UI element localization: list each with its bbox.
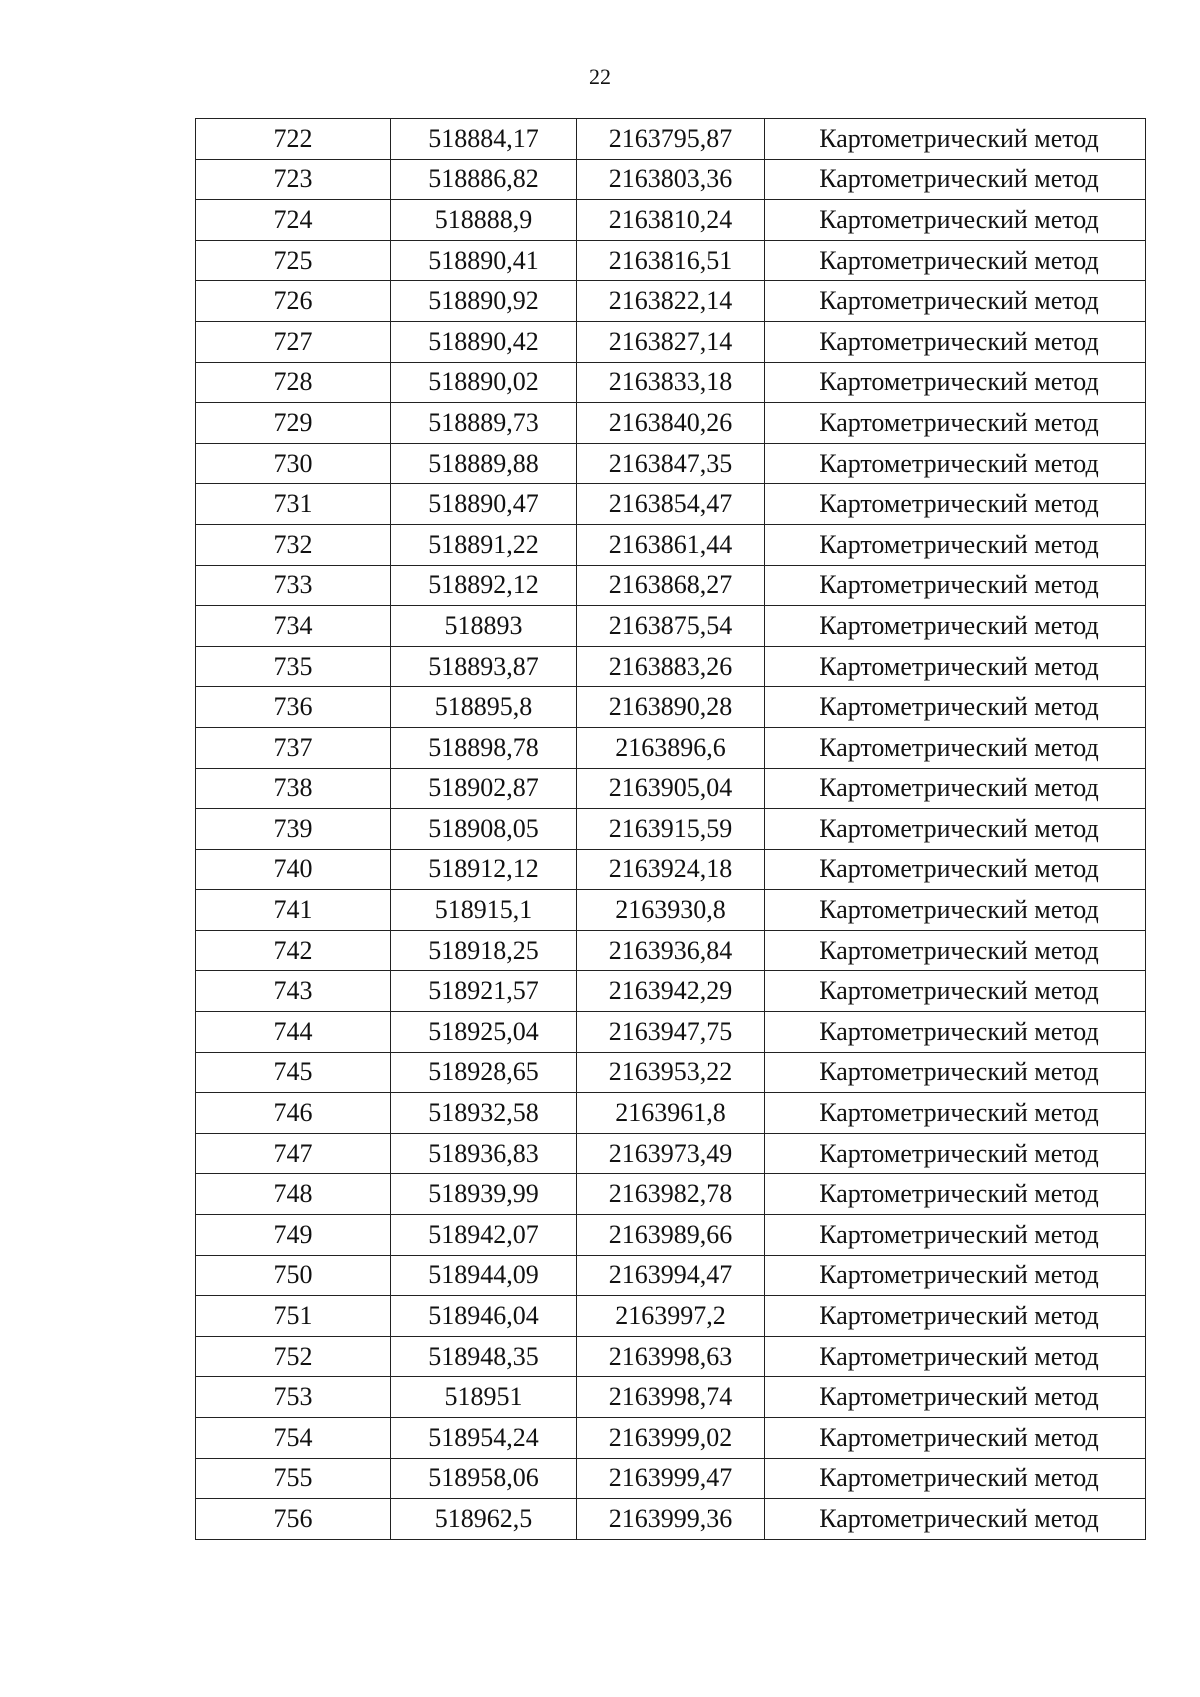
point-number-cell: 742 bbox=[196, 930, 391, 971]
point-number-cell: 754 bbox=[196, 1418, 391, 1459]
method-cell: Картометрический метод bbox=[765, 240, 1146, 281]
table-row bbox=[196, 362, 1146, 403]
y-coordinate-cell: 2163847,35 bbox=[577, 443, 765, 484]
table-row bbox=[196, 687, 1146, 728]
point-number-cell: 734 bbox=[196, 606, 391, 647]
table-row bbox=[196, 240, 1146, 281]
table-row bbox=[196, 119, 1146, 160]
x-coordinate-cell: 518951 bbox=[391, 1377, 577, 1418]
x-coordinate-cell: 518891,22 bbox=[391, 524, 577, 565]
point-number-cell: 744 bbox=[196, 1012, 391, 1053]
y-coordinate-cell: 2163961,8 bbox=[577, 1093, 765, 1134]
y-coordinate-cell: 2163947,75 bbox=[577, 1012, 765, 1053]
table-row bbox=[196, 403, 1146, 444]
method-cell: Картометрический метод bbox=[765, 1418, 1146, 1459]
table-row bbox=[196, 768, 1146, 809]
method-cell: Картометрический метод bbox=[765, 1499, 1146, 1540]
table-row bbox=[196, 971, 1146, 1012]
y-coordinate-cell: 2163998,63 bbox=[577, 1336, 765, 1377]
y-coordinate-cell: 2163854,47 bbox=[577, 484, 765, 525]
y-coordinate-cell: 2163803,36 bbox=[577, 159, 765, 200]
x-coordinate-cell: 518886,82 bbox=[391, 159, 577, 200]
x-coordinate-cell: 518936,83 bbox=[391, 1133, 577, 1174]
x-coordinate-cell: 518884,17 bbox=[391, 119, 577, 160]
x-coordinate-cell: 518892,12 bbox=[391, 565, 577, 606]
y-coordinate-cell: 2163942,29 bbox=[577, 971, 765, 1012]
method-cell: Картометрический метод bbox=[765, 321, 1146, 362]
table-row bbox=[196, 1012, 1146, 1053]
y-coordinate-cell: 2163973,49 bbox=[577, 1133, 765, 1174]
y-coordinate-cell: 2163890,28 bbox=[577, 687, 765, 728]
method-cell: Картометрический метод bbox=[765, 971, 1146, 1012]
point-number-cell: 729 bbox=[196, 403, 391, 444]
point-number-cell: 731 bbox=[196, 484, 391, 525]
point-number-cell: 730 bbox=[196, 443, 391, 484]
x-coordinate-cell: 518888,9 bbox=[391, 200, 577, 241]
table-row bbox=[196, 890, 1146, 931]
y-coordinate-cell: 2163827,14 bbox=[577, 321, 765, 362]
point-number-cell: 740 bbox=[196, 849, 391, 890]
table-row bbox=[196, 1458, 1146, 1499]
y-coordinate-cell: 2163816,51 bbox=[577, 240, 765, 281]
method-cell: Картометрический метод bbox=[765, 1336, 1146, 1377]
x-coordinate-cell: 518962,5 bbox=[391, 1499, 577, 1540]
y-coordinate-cell: 2163924,18 bbox=[577, 849, 765, 890]
point-number-cell: 728 bbox=[196, 362, 391, 403]
method-cell: Картометрический метод bbox=[765, 1133, 1146, 1174]
y-coordinate-cell: 2163997,2 bbox=[577, 1296, 765, 1337]
x-coordinate-cell: 518890,41 bbox=[391, 240, 577, 281]
y-coordinate-cell: 2163875,54 bbox=[577, 606, 765, 647]
y-coordinate-cell: 2163915,59 bbox=[577, 809, 765, 850]
x-coordinate-cell: 518944,09 bbox=[391, 1255, 577, 1296]
method-cell: Картометрический метод bbox=[765, 606, 1146, 647]
x-coordinate-cell: 518918,25 bbox=[391, 930, 577, 971]
method-cell: Картометрический метод bbox=[765, 524, 1146, 565]
coordinates-table-body bbox=[196, 119, 1146, 1540]
y-coordinate-cell: 2163953,22 bbox=[577, 1052, 765, 1093]
y-coordinate-cell: 2163994,47 bbox=[577, 1255, 765, 1296]
x-coordinate-cell: 518921,57 bbox=[391, 971, 577, 1012]
table-row bbox=[196, 1255, 1146, 1296]
table-row bbox=[196, 1215, 1146, 1256]
x-coordinate-cell: 518948,35 bbox=[391, 1336, 577, 1377]
method-cell: Картометрический метод bbox=[765, 1052, 1146, 1093]
method-cell: Картометрический метод bbox=[765, 484, 1146, 525]
x-coordinate-cell: 518893,87 bbox=[391, 646, 577, 687]
method-cell: Картометрический метод bbox=[765, 403, 1146, 444]
point-number-cell: 724 bbox=[196, 200, 391, 241]
method-cell: Картометрический метод bbox=[765, 890, 1146, 931]
x-coordinate-cell: 518902,87 bbox=[391, 768, 577, 809]
method-cell: Картометрический метод bbox=[765, 1255, 1146, 1296]
x-coordinate-cell: 518928,65 bbox=[391, 1052, 577, 1093]
method-cell: Картометрический метод bbox=[765, 687, 1146, 728]
point-number-cell: 732 bbox=[196, 524, 391, 565]
point-number-cell: 756 bbox=[196, 1499, 391, 1540]
method-cell: Картометрический метод bbox=[765, 362, 1146, 403]
table-row bbox=[196, 606, 1146, 647]
method-cell: Картометрический метод bbox=[765, 1458, 1146, 1499]
x-coordinate-cell: 518890,42 bbox=[391, 321, 577, 362]
y-coordinate-cell: 2163905,04 bbox=[577, 768, 765, 809]
point-number-cell: 753 bbox=[196, 1377, 391, 1418]
point-number-cell: 748 bbox=[196, 1174, 391, 1215]
method-cell: Картометрический метод bbox=[765, 200, 1146, 241]
y-coordinate-cell: 2163999,36 bbox=[577, 1499, 765, 1540]
page-number: 22 bbox=[589, 64, 611, 89]
point-number-cell: 737 bbox=[196, 727, 391, 768]
table-row bbox=[196, 565, 1146, 606]
x-coordinate-cell: 518939,99 bbox=[391, 1174, 577, 1215]
method-cell: Картометрический метод bbox=[765, 768, 1146, 809]
method-cell: Картометрический метод bbox=[765, 1012, 1146, 1053]
table-row bbox=[196, 809, 1146, 850]
table-row bbox=[196, 1418, 1146, 1459]
y-coordinate-cell: 2163833,18 bbox=[577, 362, 765, 403]
x-coordinate-cell: 518942,07 bbox=[391, 1215, 577, 1256]
table-row bbox=[196, 1499, 1146, 1540]
point-number-cell: 725 bbox=[196, 240, 391, 281]
y-coordinate-cell: 2163822,14 bbox=[577, 281, 765, 322]
table-row bbox=[196, 524, 1146, 565]
y-coordinate-cell: 2163868,27 bbox=[577, 565, 765, 606]
method-cell: Картометрический метод bbox=[765, 281, 1146, 322]
x-coordinate-cell: 518895,8 bbox=[391, 687, 577, 728]
x-coordinate-cell: 518954,24 bbox=[391, 1418, 577, 1459]
point-number-cell: 746 bbox=[196, 1093, 391, 1134]
method-cell: Картометрический метод bbox=[765, 1377, 1146, 1418]
method-cell: Картометрический метод bbox=[765, 159, 1146, 200]
x-coordinate-cell: 518890,92 bbox=[391, 281, 577, 322]
method-cell: Картометрический метод bbox=[765, 809, 1146, 850]
point-number-cell: 752 bbox=[196, 1336, 391, 1377]
point-number-cell: 743 bbox=[196, 971, 391, 1012]
table-row bbox=[196, 281, 1146, 322]
method-cell: Картометрический метод bbox=[765, 1296, 1146, 1337]
table-row bbox=[196, 1093, 1146, 1134]
x-coordinate-cell: 518946,04 bbox=[391, 1296, 577, 1337]
y-coordinate-cell: 2163982,78 bbox=[577, 1174, 765, 1215]
point-number-cell: 741 bbox=[196, 890, 391, 931]
coordinates-table-container bbox=[195, 118, 1145, 1540]
point-number-cell: 750 bbox=[196, 1255, 391, 1296]
point-number-cell: 745 bbox=[196, 1052, 391, 1093]
table-row bbox=[196, 1377, 1146, 1418]
y-coordinate-cell: 2163999,02 bbox=[577, 1418, 765, 1459]
table-row bbox=[196, 1133, 1146, 1174]
x-coordinate-cell: 518958,06 bbox=[391, 1458, 577, 1499]
y-coordinate-cell: 2163998,74 bbox=[577, 1377, 765, 1418]
table-row bbox=[196, 646, 1146, 687]
y-coordinate-cell: 2163795,87 bbox=[577, 119, 765, 160]
y-coordinate-cell: 2163861,44 bbox=[577, 524, 765, 565]
table-row bbox=[196, 443, 1146, 484]
y-coordinate-cell: 2163936,84 bbox=[577, 930, 765, 971]
point-number-cell: 755 bbox=[196, 1458, 391, 1499]
y-coordinate-cell: 2163840,26 bbox=[577, 403, 765, 444]
x-coordinate-cell: 518915,1 bbox=[391, 890, 577, 931]
method-cell: Картометрический метод bbox=[765, 443, 1146, 484]
point-number-cell: 723 bbox=[196, 159, 391, 200]
table-row bbox=[196, 484, 1146, 525]
table-row bbox=[196, 321, 1146, 362]
x-coordinate-cell: 518890,47 bbox=[391, 484, 577, 525]
x-coordinate-cell: 518908,05 bbox=[391, 809, 577, 850]
method-cell: Картометрический метод bbox=[765, 1174, 1146, 1215]
point-number-cell: 749 bbox=[196, 1215, 391, 1256]
y-coordinate-cell: 2163810,24 bbox=[577, 200, 765, 241]
method-cell: Картометрический метод bbox=[765, 646, 1146, 687]
y-coordinate-cell: 2163930,8 bbox=[577, 890, 765, 931]
method-cell: Картометрический метод bbox=[765, 930, 1146, 971]
method-cell: Картометрический метод bbox=[765, 119, 1146, 160]
point-number-cell: 722 bbox=[196, 119, 391, 160]
method-cell: Картометрический метод bbox=[765, 565, 1146, 606]
point-number-cell: 739 bbox=[196, 809, 391, 850]
point-number-cell: 751 bbox=[196, 1296, 391, 1337]
x-coordinate-cell: 518932,58 bbox=[391, 1093, 577, 1134]
y-coordinate-cell: 2163989,66 bbox=[577, 1215, 765, 1256]
point-number-cell: 736 bbox=[196, 687, 391, 728]
method-cell: Картометрический метод bbox=[765, 1215, 1146, 1256]
table-row bbox=[196, 727, 1146, 768]
point-number-cell: 733 bbox=[196, 565, 391, 606]
y-coordinate-cell: 2163896,6 bbox=[577, 727, 765, 768]
table-row bbox=[196, 1174, 1146, 1215]
x-coordinate-cell: 518893 bbox=[391, 606, 577, 647]
x-coordinate-cell: 518925,04 bbox=[391, 1012, 577, 1053]
method-cell: Картометрический метод bbox=[765, 1093, 1146, 1134]
table-row bbox=[196, 1052, 1146, 1093]
point-number-cell: 727 bbox=[196, 321, 391, 362]
point-number-cell: 726 bbox=[196, 281, 391, 322]
method-cell: Картометрический метод bbox=[765, 849, 1146, 890]
point-number-cell: 735 bbox=[196, 646, 391, 687]
point-number-cell: 738 bbox=[196, 768, 391, 809]
table-row bbox=[196, 1296, 1146, 1337]
table-row bbox=[196, 1336, 1146, 1377]
x-coordinate-cell: 518889,88 bbox=[391, 443, 577, 484]
coordinates-table bbox=[195, 118, 1146, 1540]
x-coordinate-cell: 518898,78 bbox=[391, 727, 577, 768]
point-number-cell: 747 bbox=[196, 1133, 391, 1174]
x-coordinate-cell: 518912,12 bbox=[391, 849, 577, 890]
x-coordinate-cell: 518890,02 bbox=[391, 362, 577, 403]
table-row bbox=[196, 849, 1146, 890]
x-coordinate-cell: 518889,73 bbox=[391, 403, 577, 444]
method-cell: Картометрический метод bbox=[765, 727, 1146, 768]
y-coordinate-cell: 2163883,26 bbox=[577, 646, 765, 687]
table-row bbox=[196, 200, 1146, 241]
y-coordinate-cell: 2163999,47 bbox=[577, 1458, 765, 1499]
table-row bbox=[196, 930, 1146, 971]
table-row bbox=[196, 159, 1146, 200]
